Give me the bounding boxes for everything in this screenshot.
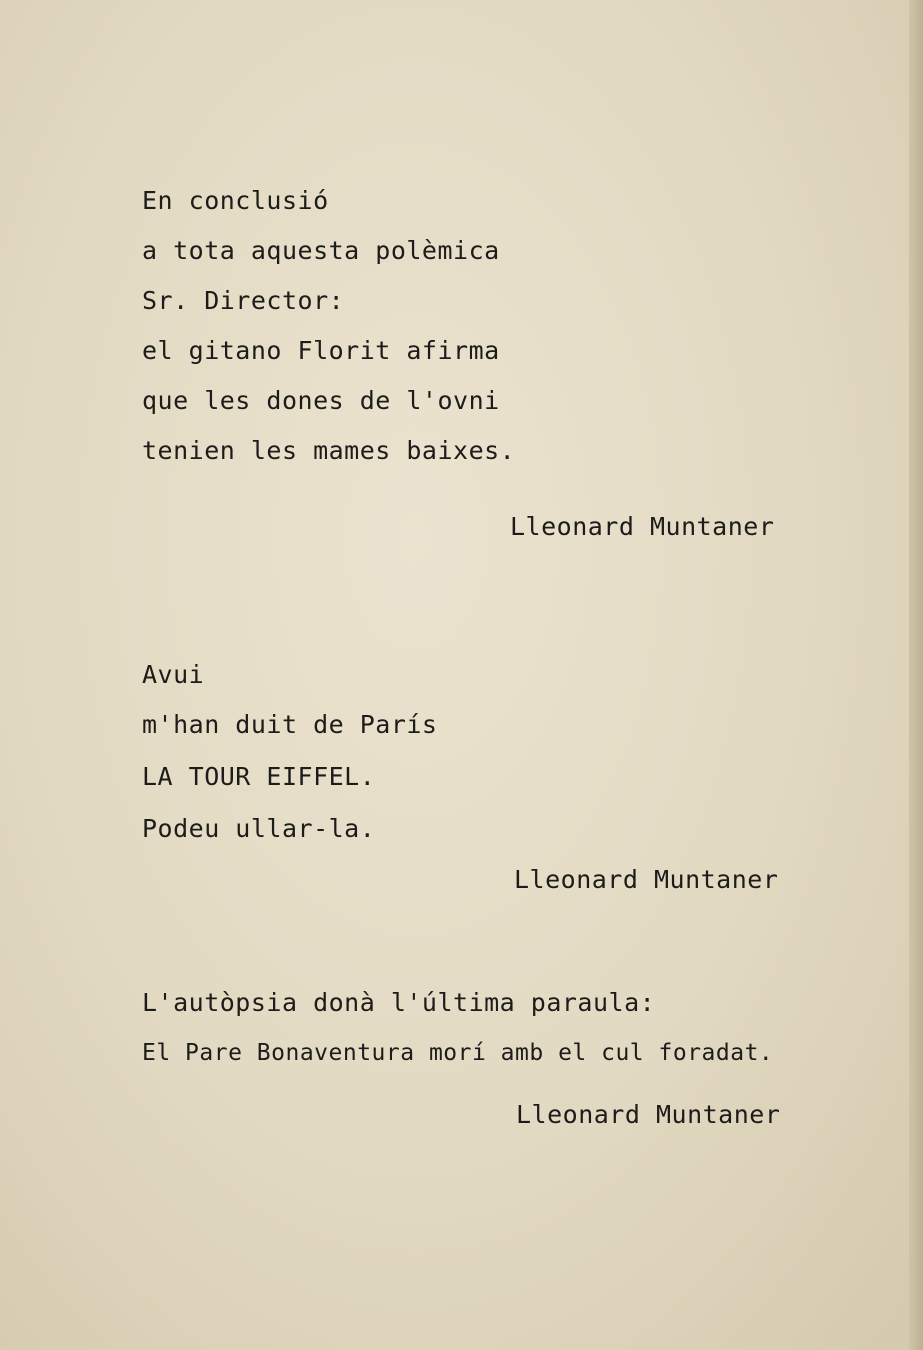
- poem-line: LA TOUR EIFFEL.: [142, 762, 376, 791]
- poem-line: que les dones de l'ovni: [142, 386, 500, 415]
- poem-line: Avui: [142, 660, 205, 689]
- poem-line: el gitano Florit afirma: [142, 336, 500, 365]
- signature: Lleonard Muntaner: [510, 512, 775, 541]
- signature: Lleonard Muntaner: [514, 865, 779, 894]
- poem-line: L'autòpsia donà l'última paraula:: [142, 988, 656, 1017]
- poem-line: tenien les mames baixes.: [142, 436, 516, 465]
- page-edge: [909, 0, 923, 1350]
- poem-line: El Pare Bonaventura morí amb el cul foradat.: [142, 1040, 774, 1066]
- signature: Lleonard Muntaner: [516, 1100, 781, 1129]
- poem-line: Sr. Director:: [142, 286, 345, 315]
- poem-line: En conclusió: [142, 186, 329, 215]
- poem-line: m'han duit de París: [142, 710, 438, 739]
- poem-line: a tota aquesta polèmica: [142, 236, 500, 265]
- poem-line: Podeu ullar-la.: [142, 814, 376, 843]
